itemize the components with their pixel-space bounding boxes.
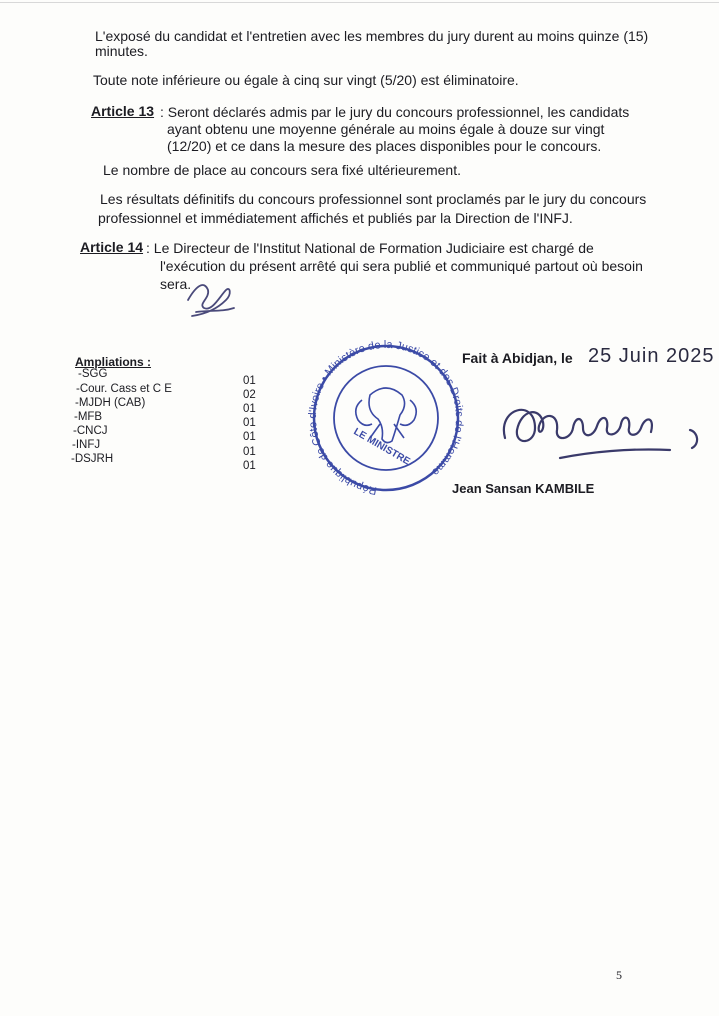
ampliation-quantity: 02 xyxy=(243,389,256,401)
ampliation-quantity: 01 xyxy=(243,375,256,387)
stamp-outer-textpath: République de Côte d'Ivoire • Ministère de la Justice et des Droits de l'Homme xyxy=(306,338,466,497)
article-13-line2: ayant obtenu une moyenne générale au moins égale à douze sur vingt xyxy=(167,121,605,137)
ampliation-quantity: 01 xyxy=(243,460,256,472)
ampliation-recipient: -MJDH (CAB) xyxy=(75,397,146,409)
page-number: 5 xyxy=(616,968,622,982)
paragraph-resultats-line2: professionnel et immédiatement affichés et publiés par la Direction de l'INFJ. xyxy=(98,210,573,226)
ampliation-quantity: 01 xyxy=(243,431,256,443)
stamp-outer-text xyxy=(307,339,465,496)
handwritten-date: 25 Juin 2025 xyxy=(588,345,715,367)
paragraph-nombre-places: Le nombre de place au concours sera fixé ultérieurement. xyxy=(103,162,461,178)
signatory-name: Jean Sansan KAMBILE xyxy=(452,481,595,496)
paragraph-resultats-line1: Les résultats définitifs du concours professionnel sont proclamés par le jury du concours xyxy=(100,191,647,207)
ampliation-recipient: -CNCJ xyxy=(73,425,108,437)
article-14-line1: : Le Directeur de l'Institut National de Formation Judiciaire est chargé de xyxy=(146,240,594,256)
article-13-label: Article 13 xyxy=(91,103,155,119)
paragraph-expose-line1: L'exposé du candidat et l'entretien avec les membres du jury durent au moins quinze (15) xyxy=(95,28,649,44)
ampliation-recipient: -MFB xyxy=(74,411,103,423)
paragraph-note-eliminatoire: Toute note inférieure ou égale à cinq sur vingt (5/20) est éliminatoire. xyxy=(93,72,519,88)
ampliation-quantity: 01 xyxy=(243,403,256,415)
ampliations-title: Ampliations : xyxy=(75,355,152,369)
ampliation-recipient: -DSJRH xyxy=(71,453,114,465)
stamp-inner-text: LE MINISTRE xyxy=(351,426,412,468)
article-14-line3: sera. xyxy=(160,276,192,292)
article-13-line1: : Seront déclarés admis par le jury du concours professionnel, les candidats xyxy=(160,104,630,120)
ampliation-quantity: 01 xyxy=(243,417,256,429)
ampliation-recipient: -SGG xyxy=(78,368,108,380)
article-13-line3: (12/20) et ce dans la mesure des places disponibles pour le concours. xyxy=(167,138,602,154)
minister-signature xyxy=(504,410,697,458)
paraph-initials xyxy=(188,285,234,316)
article-14-label: Article 14 xyxy=(80,239,144,255)
place-and-date-label: Fait à Abidjan, le xyxy=(462,350,573,366)
paragraph-expose-line2: minutes. xyxy=(95,43,148,59)
article-14-line2: l'exécution du présent arrêté qui sera publié et communiqué partout où besoin xyxy=(160,258,643,274)
ampliation-recipient: -Cour. Cass et C E xyxy=(76,383,172,395)
ampliation-recipient: -INFJ xyxy=(72,439,101,451)
ampliation-quantity: 01 xyxy=(243,446,256,458)
